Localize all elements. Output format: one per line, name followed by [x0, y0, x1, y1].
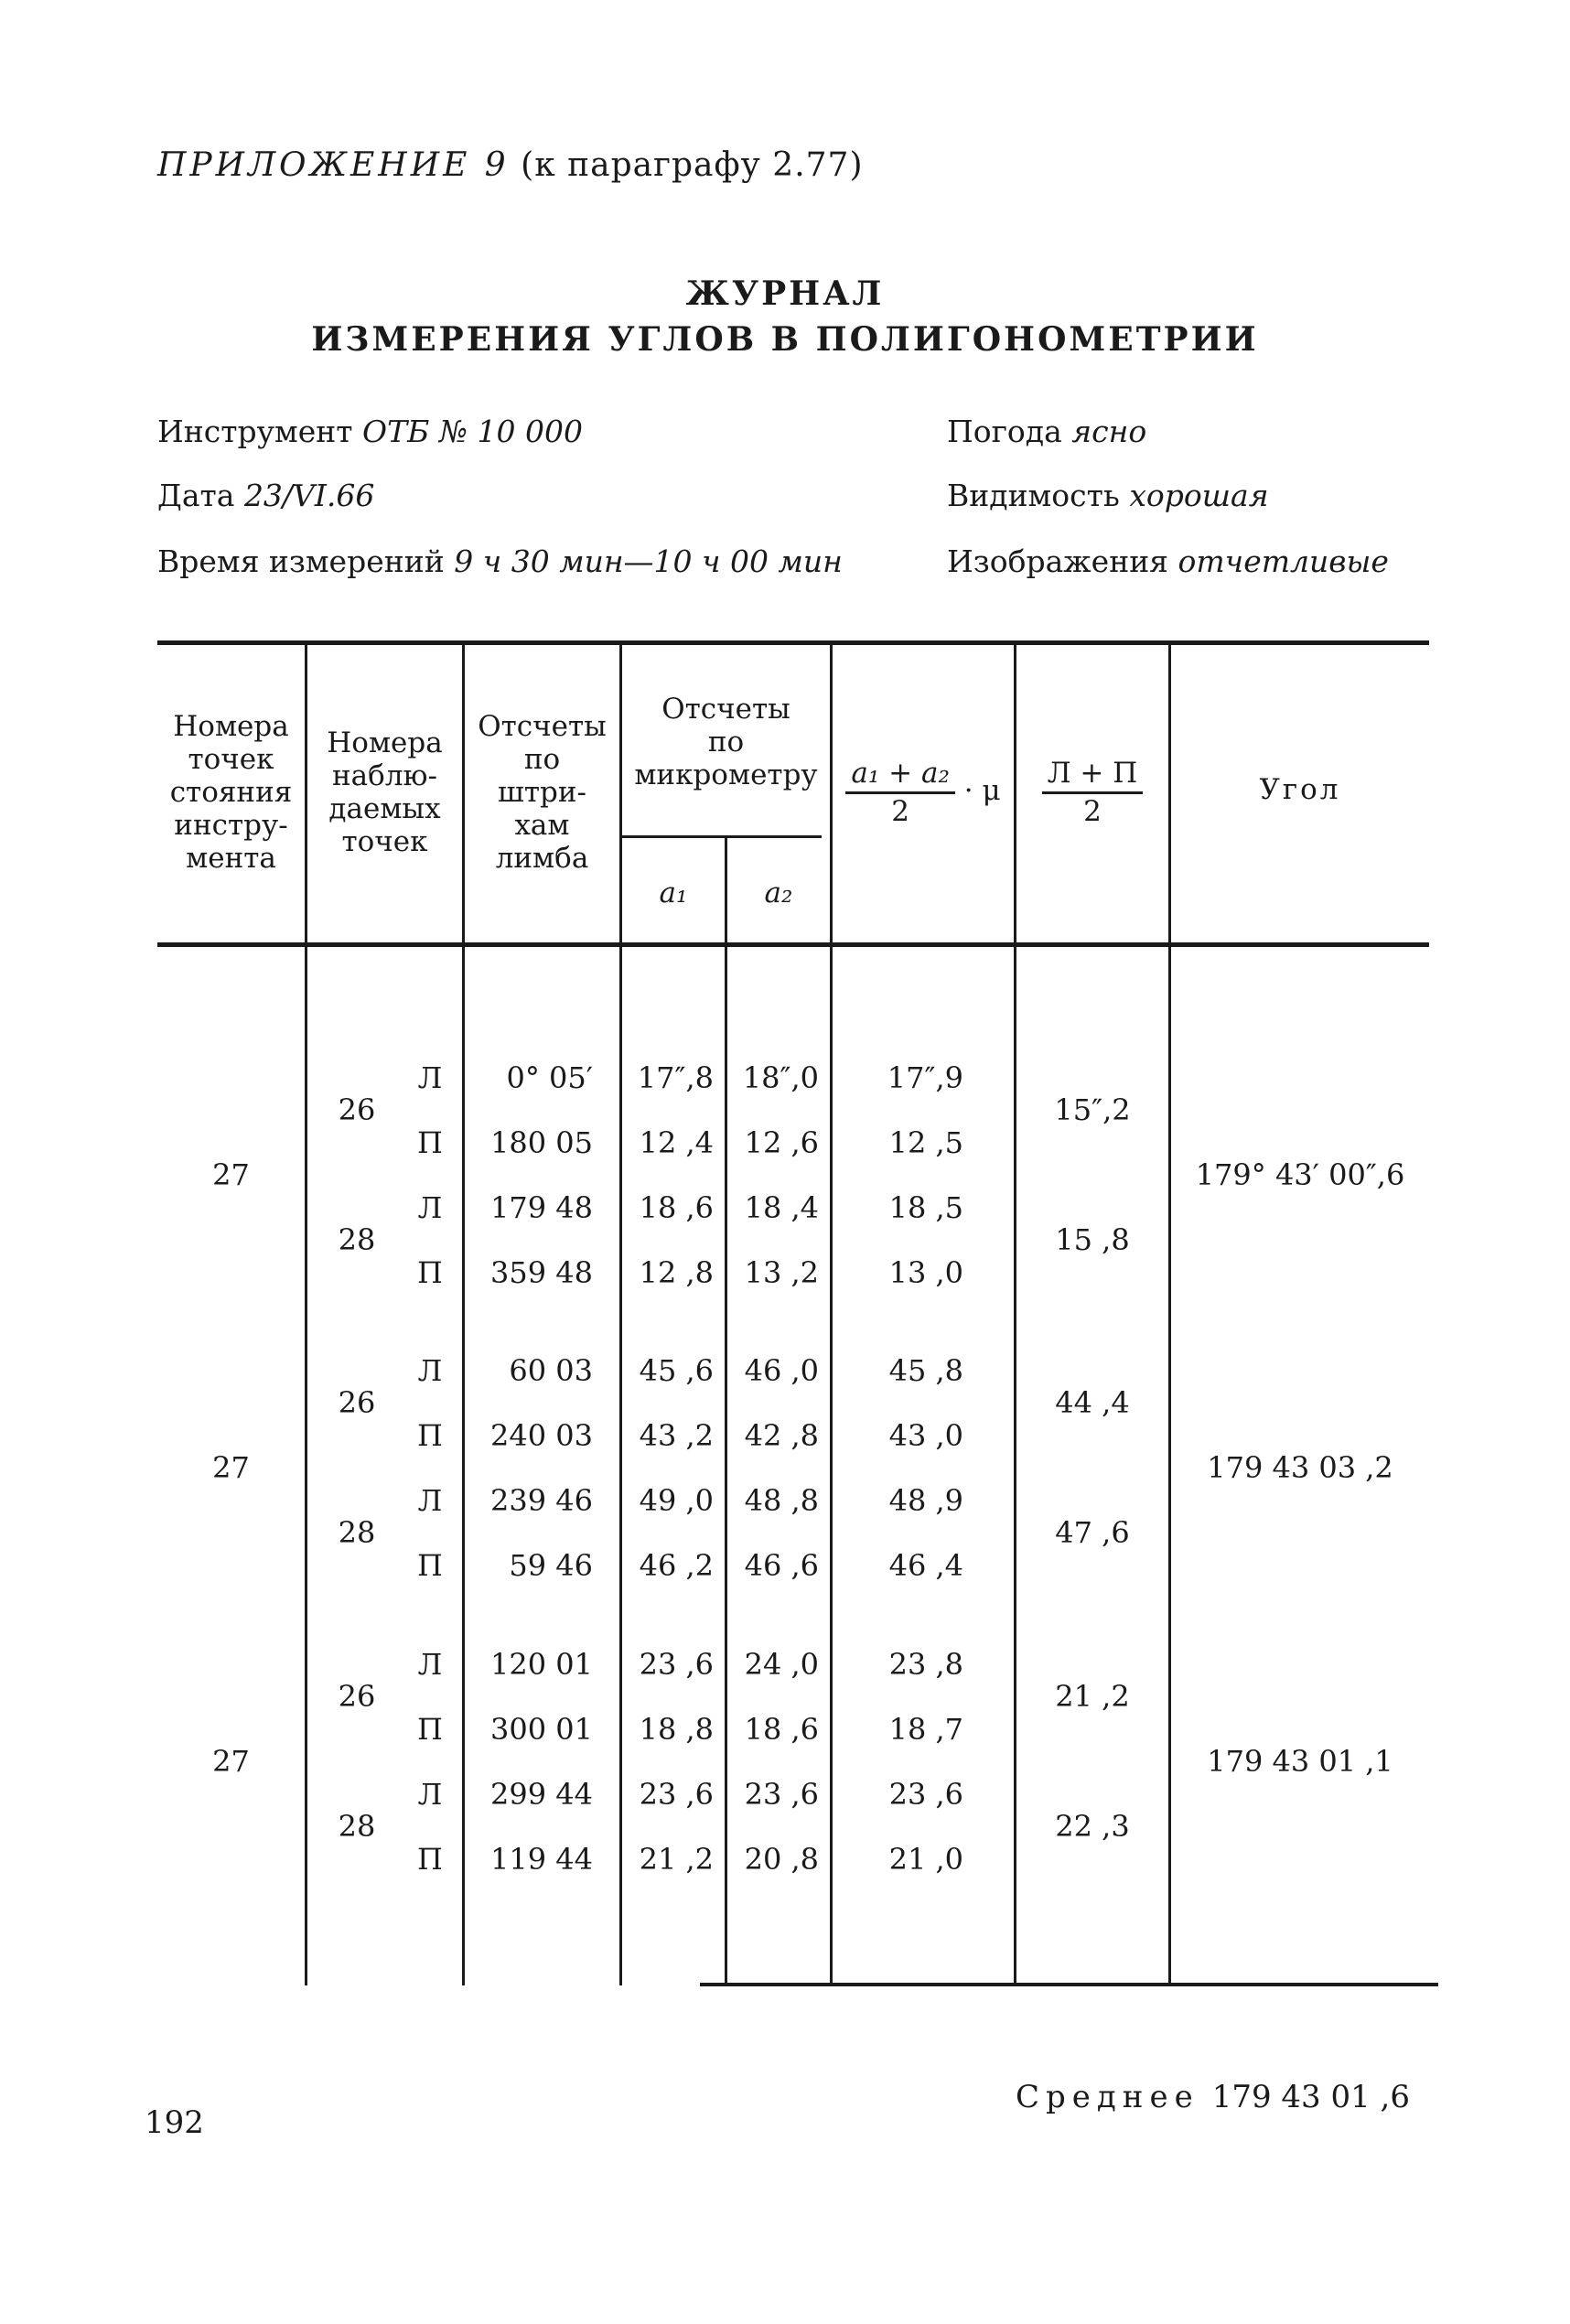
- images-value: отчетливые: [1178, 543, 1389, 579]
- micrometer-a1: 23 ,6: [639, 1647, 714, 1682]
- circle-side: Л: [417, 1060, 443, 1095]
- instrument-label: Инструмент: [157, 414, 353, 449]
- header-text: хам: [514, 809, 570, 842]
- header-text: даемых: [328, 792, 441, 825]
- header-limb-readings: [465, 710, 619, 875]
- observed-point: 26: [338, 1092, 376, 1127]
- average-line: [1016, 2079, 1410, 2115]
- header-text: мента: [186, 842, 276, 875]
- avg-fraction-numerator: a₁ + a₂: [845, 755, 955, 794]
- header-a1: a₁: [659, 877, 688, 909]
- lp-mean-value: 22 ,3: [1055, 1809, 1130, 1844]
- angle-value: 179 43 03 ,2: [1207, 1450, 1393, 1485]
- circle-side: П: [417, 1842, 443, 1877]
- date-value: 23/VI.66: [243, 478, 375, 513]
- time-label: Время измерений: [157, 543, 445, 579]
- date-label: Дата: [157, 478, 235, 513]
- avg-fraction: [845, 755, 955, 829]
- micrometer-a1: 12 ,8: [639, 1255, 714, 1290]
- lp-mean-value: 47 ,6: [1055, 1515, 1130, 1550]
- limb-reading: 119 44: [490, 1842, 593, 1877]
- page-number: 192: [145, 2104, 204, 2141]
- micrometer-a1: 23 ,6: [639, 1777, 714, 1812]
- lp-fraction-denominator: 2: [1083, 795, 1102, 828]
- avg-reading: 45 ,8: [888, 1353, 963, 1388]
- average-value: 179 43 01 ,6: [1211, 2079, 1410, 2115]
- circle-side: П: [417, 1125, 443, 1160]
- lp-mean-value: 15 ,8: [1055, 1222, 1130, 1257]
- header-text: инстру-: [174, 809, 288, 842]
- limb-reading: 240 03: [490, 1418, 593, 1453]
- col-divider-6: [1168, 645, 1171, 1985]
- header-text: Отсчеты: [478, 710, 607, 743]
- journal-subtitle: ИЗМЕРЕНИЯ УГЛОВ В ПОЛИГОНОМЕТРИИ: [311, 320, 1259, 359]
- circle-side: П: [417, 1712, 443, 1747]
- micrometer-a2: 42 ,8: [744, 1418, 819, 1453]
- avg-multiplier: · μ: [963, 774, 1001, 807]
- header-a2: a₂: [764, 877, 793, 909]
- appendix-label: ПРИЛОЖЕНИЕ 9: [157, 146, 510, 184]
- header-station-points: [157, 710, 305, 875]
- header-text: Номера: [173, 710, 289, 743]
- angle-value: 179 43 01 ,1: [1207, 1744, 1393, 1779]
- observed-point: 26: [338, 1679, 376, 1714]
- journal-title: ЖУРНАЛ: [685, 274, 885, 313]
- micrometer-a1: 21 ,2: [639, 1842, 714, 1877]
- header-micrometer-readings: [622, 693, 830, 791]
- lp-fraction-numerator: Л + П: [1042, 755, 1144, 794]
- micrometer-a1: 43 ,2: [639, 1418, 714, 1453]
- avg-reading: 13 ,0: [888, 1255, 963, 1290]
- header-angle: Угол: [1259, 773, 1341, 806]
- avg-reading: 12 ,5: [888, 1125, 963, 1160]
- instrument-line: [157, 414, 583, 449]
- limb-reading: 0° 05′: [506, 1060, 593, 1095]
- header-text: по: [707, 726, 745, 759]
- table-top-rule: [157, 640, 1429, 645]
- header-avg-formula: [833, 755, 1014, 829]
- micrometer-a1: 17″,8: [637, 1060, 714, 1095]
- circle-side: П: [417, 1255, 443, 1290]
- circle-side: Л: [417, 1353, 443, 1388]
- micrometer-a2: 12 ,6: [744, 1125, 819, 1160]
- micrometer-a1: 18 ,6: [639, 1190, 714, 1225]
- date-line: [157, 478, 374, 513]
- micrometer-a2: 23 ,6: [744, 1777, 819, 1812]
- micrometer-a2: 20 ,8: [744, 1842, 819, 1877]
- limb-reading: 120 01: [490, 1647, 593, 1682]
- table-header-rule: [157, 942, 1429, 947]
- lp-fraction: [1042, 755, 1144, 829]
- circle-side: Л: [417, 1190, 443, 1225]
- circle-side: П: [417, 1548, 443, 1583]
- header-text: Номера: [327, 726, 443, 759]
- limb-reading: 299 44: [490, 1777, 593, 1812]
- micrometer-a2: 18 ,4: [744, 1190, 819, 1225]
- micrometer-a2: 46 ,6: [744, 1548, 819, 1583]
- lp-mean-value: 21 ,2: [1055, 1679, 1130, 1714]
- observed-point: 28: [338, 1222, 376, 1257]
- weather-value: ясно: [1071, 414, 1147, 449]
- header-text: по: [523, 743, 561, 776]
- circle-side: Л: [417, 1647, 443, 1682]
- header-text: лимба: [495, 842, 589, 875]
- avg-reading: 18 ,7: [888, 1712, 963, 1747]
- weather-line: [947, 414, 1146, 449]
- avg-reading: 48 ,9: [888, 1483, 963, 1518]
- station-number: 27: [212, 1157, 250, 1192]
- avg-reading: 18 ,5: [888, 1190, 963, 1225]
- avg-fraction-denominator: 2: [891, 795, 909, 828]
- header-text: точек: [188, 743, 274, 776]
- header-text: точек: [341, 825, 428, 858]
- micrometer-a2: 18 ,6: [744, 1712, 819, 1747]
- limb-reading: 359 48: [490, 1255, 593, 1290]
- circle-side: П: [417, 1418, 443, 1453]
- avg-reading: 21 ,0: [888, 1842, 963, 1877]
- station-number: 27: [212, 1744, 250, 1779]
- col-divider-5: [1014, 645, 1016, 1985]
- avg-reading: 46 ,4: [888, 1548, 963, 1583]
- lp-mean-value: 15″,2: [1054, 1092, 1131, 1127]
- limb-reading: 180 05: [490, 1125, 593, 1160]
- appendix-heading: [157, 146, 864, 184]
- observed-point: 28: [338, 1809, 376, 1844]
- avg-reading: 23 ,6: [888, 1777, 963, 1812]
- micrometer-a1: 46 ,2: [639, 1548, 714, 1583]
- header-lp-formula: [1016, 755, 1168, 829]
- avg-reading: 23 ,8: [888, 1647, 963, 1682]
- header-observed-points: [307, 726, 462, 858]
- micrometer-a2: 48 ,8: [744, 1483, 819, 1518]
- images-line: [947, 543, 1389, 579]
- lp-mean-value: 44 ,4: [1055, 1385, 1130, 1420]
- visibility-label: Видимость: [947, 478, 1120, 513]
- header-text: наблю-: [332, 759, 437, 792]
- observed-point: 26: [338, 1385, 376, 1420]
- observed-point: 28: [338, 1515, 376, 1550]
- micrometer-a2: 46 ,0: [744, 1353, 819, 1388]
- header-text: Отсчеты: [661, 693, 790, 726]
- instrument-value: ОТБ № 10 000: [362, 414, 584, 449]
- station-number: 27: [212, 1450, 250, 1485]
- weather-label: Погода: [947, 414, 1062, 449]
- limb-reading: 300 01: [490, 1712, 593, 1747]
- limb-reading: 239 46: [490, 1483, 593, 1518]
- limb-reading: 59 46: [509, 1548, 593, 1583]
- header-text: штри-: [498, 776, 586, 809]
- angle-value: 179° 43′ 00″,6: [1195, 1157, 1405, 1192]
- micrometer-a1: 49 ,0: [639, 1483, 714, 1518]
- limb-reading: 60 03: [509, 1353, 593, 1388]
- avg-reading: 17″,9: [887, 1060, 963, 1095]
- average-label: Среднее: [1015, 2079, 1199, 2115]
- visibility-value: хорошая: [1129, 478, 1269, 513]
- micrometer-a1: 18 ,8: [639, 1712, 714, 1747]
- micrometer-a2: 18″,0: [742, 1060, 819, 1095]
- time-line: [157, 543, 843, 579]
- micrometer-a1: 45 ,6: [639, 1353, 714, 1388]
- header-text: микрометру: [634, 759, 818, 791]
- circle-side: Л: [417, 1483, 443, 1518]
- appendix-note: (к параграфу 2.77): [521, 146, 864, 184]
- micrometer-a2: 24 ,0: [744, 1647, 819, 1682]
- circle-side: Л: [417, 1777, 443, 1812]
- limb-reading: 179 48: [490, 1190, 593, 1225]
- micrometer-a1: 12 ,4: [639, 1125, 714, 1160]
- header-text: стояния: [169, 776, 293, 809]
- avg-reading: 43 ,0: [888, 1418, 963, 1453]
- table-bottom-rule: [700, 1983, 1438, 1986]
- micrometer-subrule: [622, 835, 822, 838]
- micrometer-a2: 13 ,2: [744, 1255, 819, 1290]
- col-divider-a1a2: [725, 838, 727, 1985]
- time-value: 9 ч 30 мин—10 ч 00 мин: [454, 543, 843, 579]
- images-label: Изображения: [947, 543, 1169, 579]
- visibility-line: [947, 478, 1269, 513]
